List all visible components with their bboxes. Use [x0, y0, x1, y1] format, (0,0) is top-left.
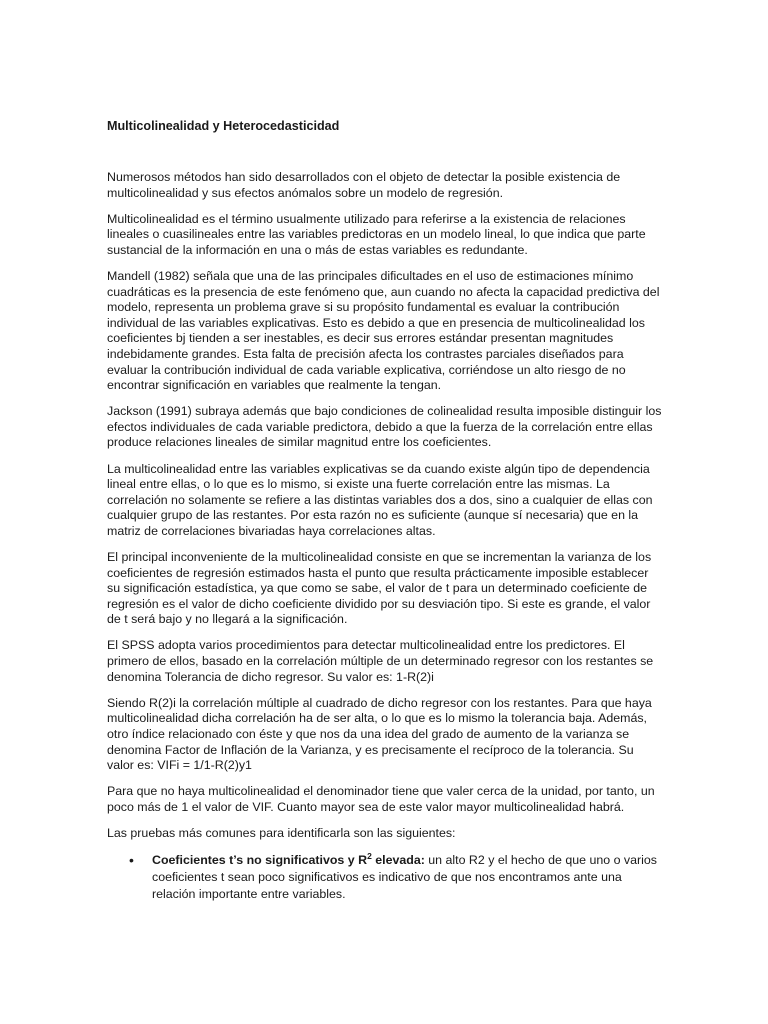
paragraph-tests-intro: Las pruebas más comunes para identificarla son las siguientes:: [107, 825, 456, 840]
bullet-lead: [152, 850, 425, 867]
tests-list: [107, 852, 663, 903]
paragraph-jackson: Jackson (1991) subraya además que bajo condiciones de colinealidad resulta imposible distinguir los efectos individuales de cada variable predictora, debido a que la fuerza de la correlación entre ellas produce relaciones lineales de similar magnitud entre los coeficientes.: [107, 404, 662, 450]
paragraph-dependency: La multicolinealidad entre las variables explicativas se da cuando existe algún tipo de dependencia lineal entre ellas, o lo que es lo mismo, si existe una fuerte correlación entre las mismas. La correlación no solamente se refiere a las distintas variables dos a dos, sino a cualquier de ellas con cualquier grupo de las restantes. Por esta razón no es suficiente (aunque sí necesaria) que en la matriz de correlaciones bivariadas haya correlaciones altas.: [107, 461, 653, 538]
paragraph-denominator: Para que no haya multicolinealidad el denominador tiene que valer cerca de la unidad, por tanto, un poco más de 1 el valor de VIF. Cuanto mayor sea de este valor mayor multicolinealidad habrá.: [107, 784, 655, 814]
bullet-lead-end: elevada:: [371, 852, 425, 867]
document-page: [107, 118, 663, 903]
paragraph-variance: El principal inconveniente de la multicolinealidad consiste en que se incrementan la varianza de los coeficientes de regresión estimados hasta el punto que resulta prácticamente imposible establecer su significación estadística, ya que como se sabe, el valor de t para un determinado coeficiente de regresión es el valor de dicho coeficiente dividido por su desviación tipo. Si este es grande, el valor de t será bajo y no llegará a la significación.: [107, 549, 652, 627]
bullet-text: un alto R2 y el hecho de que uno o varios coeficientes t sean poco significativos es indicativo de que nos encontramos ante una relación importante entre variables.: [152, 852, 657, 901]
bullet-lead-text: Coeficientes t’s no significativos y R: [152, 852, 368, 867]
paragraph-intro: Numerosos métodos han sido desarrollados con el objeto de detectar la posible existencia de multicolinealidad y sus efectos anómalos sobre un modelo de regresión.: [107, 170, 621, 200]
document-title: Multicolinealidad y Heterocedasticidad: [107, 119, 340, 133]
bullet-lead-superscript: 2: [367, 850, 372, 861]
paragraph-definition: Multicolinealidad es el término usualmente utilizado para referirse a la existencia de relaciones lineales o cuasilineales entre las variables predictoras en un modelo lineal, lo que indica que parte sustancial de la información en una o más de estas variables es redundante.: [107, 211, 646, 257]
list-item: [107, 852, 663, 903]
paragraph-mandell: Mandell (1982) señala que una de las principales dificultades en el uso de estimaciones mínimo cuadráticas es la presencia de este fenómeno que, aun cuando no afecta la capacidad predictiva del modelo, representa un problema grave si su propósito fundamental es evaluar la contribución individual de las variables explicativas. Esto es debido a que en presencia de multicolinealidad los coeficientes bj tienden a ser inestables, es decir sus errores estándar presentan magnitudes indebidamente grandes. Esta falta de precisión afecta los contrastes parciales diseñados para evaluar la contribución individual de cada variable explicativa, corriéndose un alto riesgo de no encontrar significación en variables que realmente la tengan.: [107, 268, 660, 393]
paragraph-spss-tolerance: El SPSS adopta varios procedimientos para detectar multicolinealidad entre los predictores. El primero de ellos, basado en la correlación múltiple de un determinado regresor con los restantes se denomina Tolerancia de dicho regresor. Su valor es: 1-R(2)i: [107, 638, 654, 684]
bullet-icon: •: [129, 851, 134, 868]
paragraph-vif: Siendo R(2)i la correlación múltiple al cuadrado de dicho regresor con los restantes. Para que haya multicolinealidad dicha correlación ha de ser alta, o lo que es lo mismo la tolerancia baja. Además, otro índice relacionado con éste y que nos da una idea del grado de aumento de la varianza se denomina Factor de Inflación de la Varianza, y es precisamente el recíproco de la tolerancia. Su valor es: VIFi = 1/1-R(2)y1: [107, 695, 652, 773]
